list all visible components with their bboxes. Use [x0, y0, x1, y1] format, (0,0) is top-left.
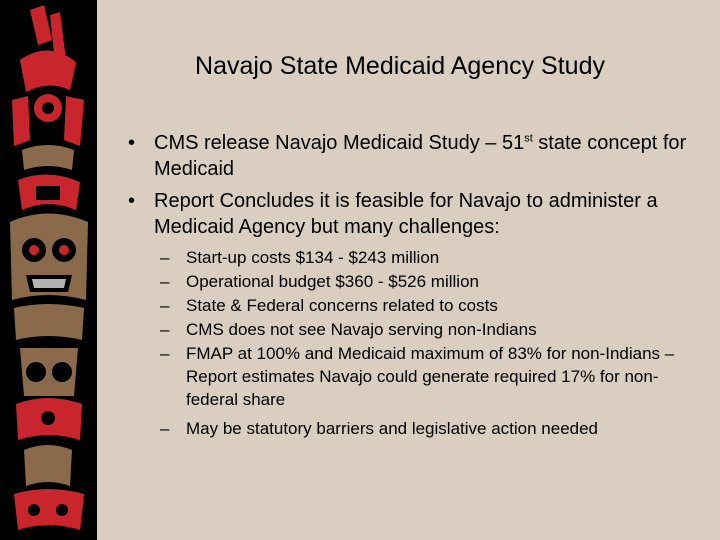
- sub-item: [120, 417, 700, 440]
- bullet-text-part: state concept for Medicaid: [154, 132, 687, 180]
- bullet-text: Report Concludes it is feasible for Navajo to administer a Medicaid Agency but many challenges:: [154, 190, 658, 238]
- sub-item: [120, 294, 700, 317]
- bullet-mark: •: [128, 132, 136, 154]
- sub-item: [120, 270, 700, 293]
- bullet-mark: •: [128, 190, 136, 212]
- sub-item-text: CMS does not see Navajo serving non-Indians: [186, 320, 537, 339]
- sub-item-text: Start-up costs $134 - $243 million: [186, 248, 440, 267]
- bullet-superscript: st: [524, 132, 533, 145]
- sub-item: [120, 318, 700, 341]
- page-title: Navajo State Medicaid Agency Study: [195, 52, 605, 80]
- dash-mark: –: [160, 419, 170, 438]
- sub-item-text: May be statutory barriers and legislative action needed: [186, 419, 599, 438]
- dash-mark: –: [160, 344, 170, 363]
- sub-item: [120, 342, 700, 411]
- bullet-text-part: CMS release Navajo Medicaid Study – 51: [154, 132, 525, 154]
- sub-item-text: State & Federal concerns related to costs: [186, 296, 498, 315]
- sub-list: [120, 246, 700, 440]
- totem-pole-icon: [0, 0, 97, 540]
- dash-mark: –: [160, 320, 170, 339]
- bullet-item: [120, 130, 700, 182]
- dash-mark: –: [160, 296, 170, 315]
- sub-item: [120, 246, 700, 269]
- dash-mark: –: [160, 272, 170, 291]
- slide-content: [120, 130, 700, 446]
- dash-mark: –: [160, 248, 170, 267]
- sub-item-text: FMAP at 100% and Medicaid maximum of 83% for non-Indians – Report estimates Navajo could generate required 17% for non-federal share: [186, 344, 675, 409]
- sub-item-text: Operational budget $360 - $526 million: [186, 272, 479, 291]
- bullet-item: [120, 188, 700, 240]
